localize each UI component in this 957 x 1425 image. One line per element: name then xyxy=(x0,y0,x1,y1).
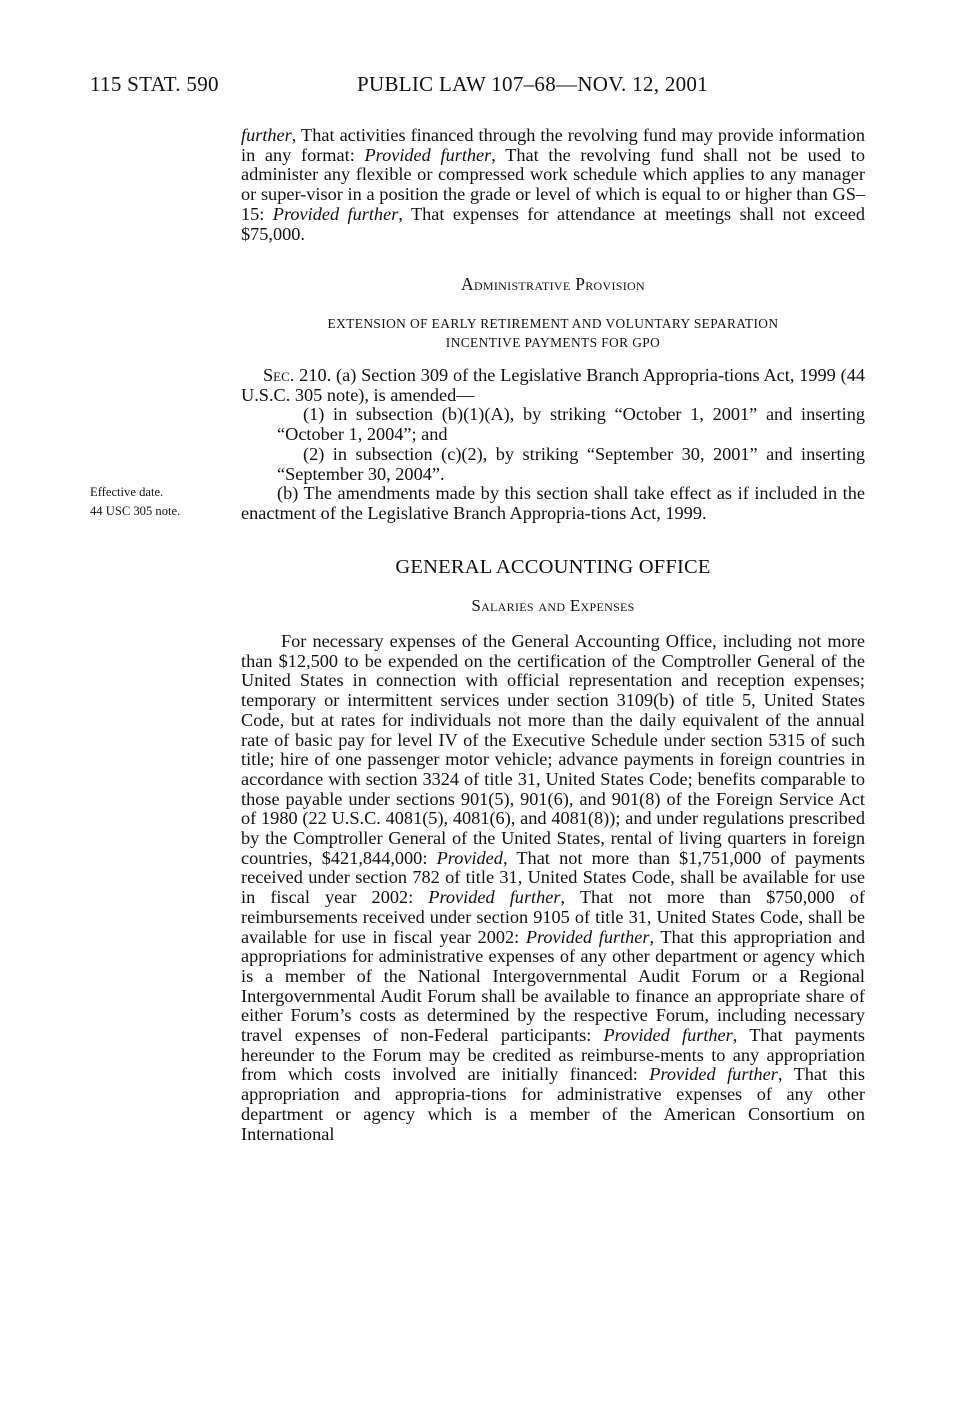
proviso-italic: Provided further xyxy=(364,144,492,165)
text-run: , That payments hereunder to the Forum may be credited as reimburse-ments to any appropriation from which costs involved are initially financed: xyxy=(241,1025,865,1085)
section-210-a-2: (2) in subsection (c)(2), by striking “September 30, 2001” and inserting “September 30, 2004”. xyxy=(277,443,865,484)
text-run: , That the revolving fund shall not be used to administer any flexible or compressed work schedule which applies to any manager or super-visor in a position the grade or level of which is equal to or higher than GS–15: xyxy=(241,144,865,224)
text-run: , That not more than $1,751,000 of payments received under section 782 of title 31, United States Code, shall be available for use in fiscal year 2002: xyxy=(241,847,866,908)
gao-heading-block xyxy=(241,558,865,578)
section-210-a xyxy=(241,366,865,405)
margin-note-effective-date: Effective date. xyxy=(90,485,164,499)
extension-heading-line-2: INCENTIVE PAYMENTS FOR GPO xyxy=(445,335,661,350)
text-run: , That expenses for attendance at meetings shall not exceed $75,000. xyxy=(241,203,866,244)
paragraph-text xyxy=(241,632,865,1144)
proviso-italic: Provided further xyxy=(525,926,650,947)
section-210 xyxy=(241,366,865,524)
running-head-law: PUBLIC LAW 107–68—NOV. 12, 2001 xyxy=(357,72,709,96)
section-label: Sec. xyxy=(263,365,295,385)
administrative-provision-heading: Administrative Provision xyxy=(461,274,645,294)
text-run: , That this appropriation and appropria-tions for administrative expenses of any other department or agency which is a member of the American Consortium on International xyxy=(241,1064,865,1144)
text-run: , That this appropriation and appropriations for administrative expenses of any other department or agency which is a member of the National Intergovernmental Audit Forum or a Regional Intergovernmental Audit Forum shall be available to finance an appropriate share of either Forum’s costs as determined by the respective Forum, including necessary travel expenses of non-Federal participants: xyxy=(241,926,866,1046)
salaries-heading-block xyxy=(241,596,865,616)
section-210-a-1: (1) in subsection (b)(1)(A), by striking “October 1, 2001” and inserting “October 1, 2004”; and xyxy=(277,404,865,445)
proviso-italic: Provided further xyxy=(649,1064,778,1085)
margin-note-usc: 44 USC 305 note. xyxy=(90,504,181,518)
extension-heading-block xyxy=(241,314,865,352)
paragraph-text xyxy=(241,126,865,244)
proviso-italic: further xyxy=(241,125,292,145)
proviso-italic: Provided further xyxy=(272,203,399,224)
continuation-paragraph xyxy=(241,126,865,244)
statute-page-number: 115 STAT. 590 xyxy=(90,72,219,96)
text-run: , That not more than $750,000 of reimbursements received under section 9105 of title 31, United States Code, shall be available for use in fiscal year 2002: xyxy=(241,887,866,947)
proviso-italic: Provided xyxy=(436,847,503,868)
administrative-provision-heading-block xyxy=(241,275,865,295)
text-run: For necessary expenses of the General Accounting Office, including not more than $12,500 to be expended on the certification of the Comptroller General of the United States in connection with official representation and reception expenses; temporary or intermittent services under section 3109(b) of title 5, United States Code, but at rates for individuals not more than the daily equivalent of the annual rate of basic pay for level IV of the Executive Schedule under section 5315 of such title; hire of one passenger motor vehicle; advance payments in foreign countries in accordance with section 3324 of title 31, United States Code; benefits comparable to those payable under sections 901(5), 901(6), and 901(8) of the Foreign Service Act of 1980 (22 U.S.C. 4081(5), 4081(6), and 4081(8)); and under regulations prescribed by the Comptroller General of the United States, rental of living quarters in foreign countries, $421,844,000: xyxy=(241,631,865,868)
salaries-and-expenses-heading: Salaries and Expenses xyxy=(471,596,635,615)
proviso-italic: Provided further xyxy=(603,1025,733,1046)
section-210-b: (b) The amendments made by this section shall take effect as if included in the enactment of the Legislative Branch Appropria-tions Act, 1999. xyxy=(241,483,865,523)
gao-appropriation-paragraph xyxy=(241,632,865,1144)
extension-heading-line-1: EXTENSION OF EARLY RETIREMENT AND VOLUNTARY SEPARATION xyxy=(327,316,779,331)
proviso-italic: Provided further xyxy=(428,887,561,908)
gao-heading: GENERAL ACCOUNTING OFFICE xyxy=(395,556,711,578)
text-run: , That activities financed through the revolving fund may provide information in any format: xyxy=(241,125,865,165)
text-run: 210. (a) Section 309 of the Legislative Branch Appropria-tions Act, 1999 (44 U.S.C. 305 note), is amended— xyxy=(241,365,865,405)
